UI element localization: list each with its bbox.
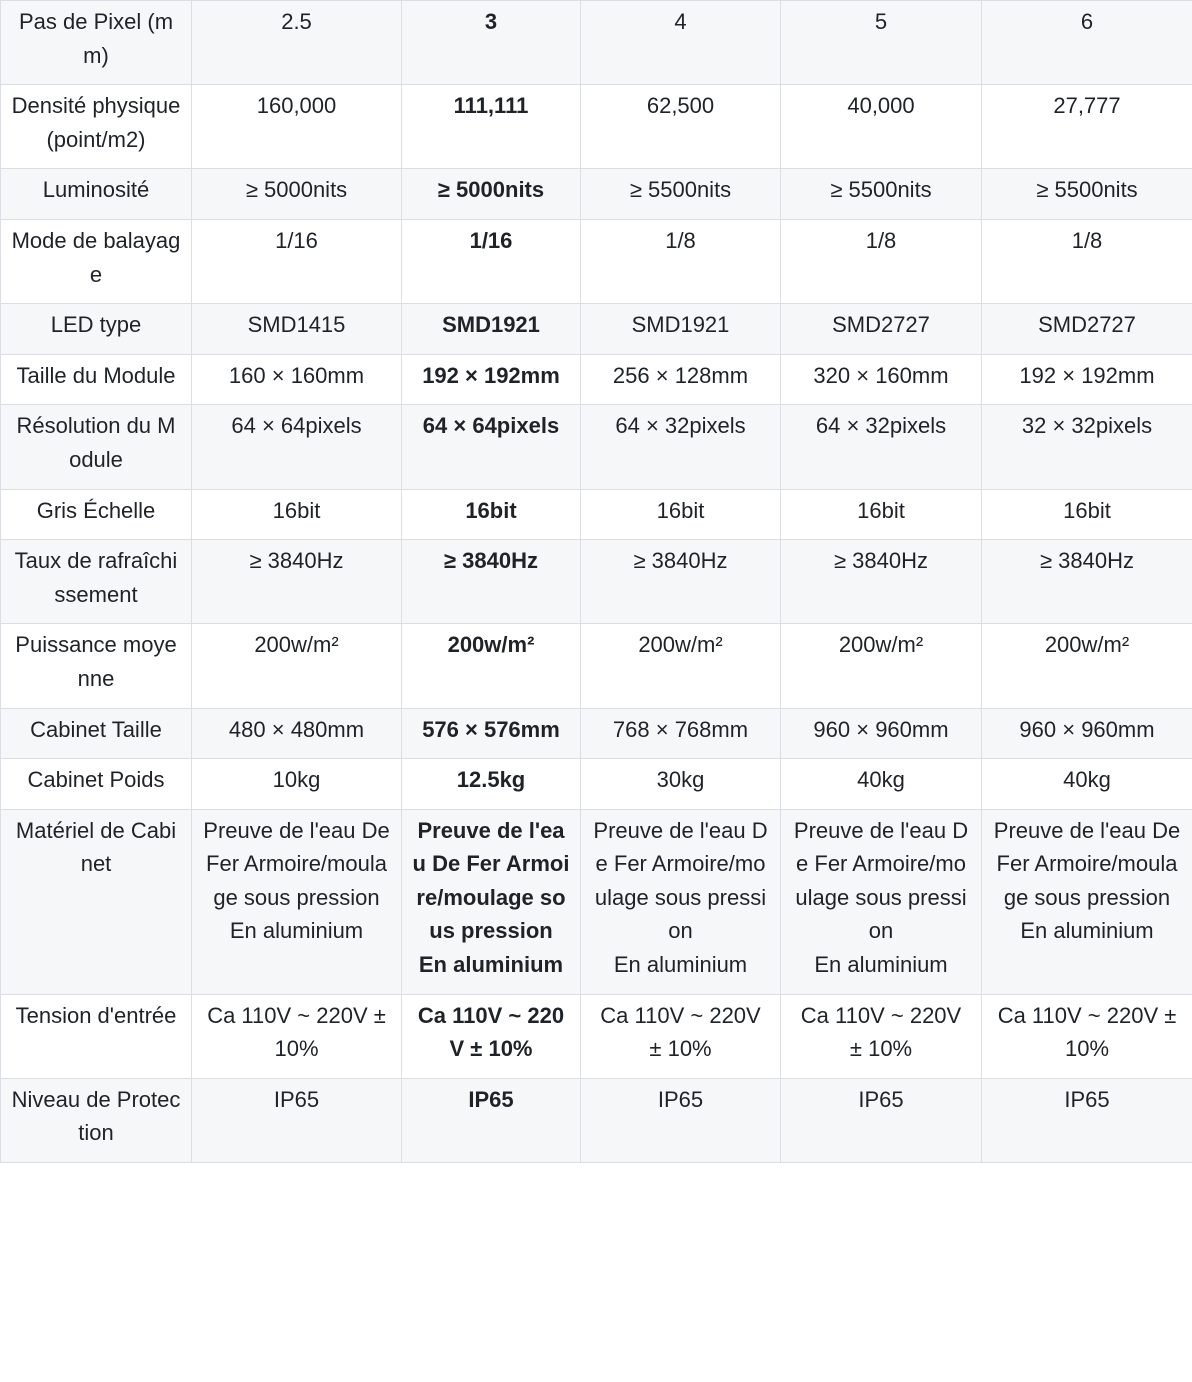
- row-label: Taux de rafraîchissement: [1, 540, 192, 624]
- table-cell: 160 × 160mm: [192, 354, 402, 405]
- table-cell: 1/8: [982, 219, 1192, 303]
- table-cell: Preuve de l'eau De Fer Armoire/moulage sous pression En aluminium: [982, 809, 1192, 994]
- table-cell: SMD1415: [192, 304, 402, 355]
- table-cell: 192 × 192mm: [982, 354, 1192, 405]
- table-cell-highlighted: 1/16: [402, 219, 581, 303]
- table-cell-highlighted: IP65: [402, 1078, 581, 1162]
- table-cell: 2.5: [192, 1, 402, 85]
- table-row: [1, 1078, 1192, 1162]
- table-cell: ≥ 5000nits: [192, 169, 402, 220]
- row-label: Densité physique (point/m2): [1, 85, 192, 169]
- table-cell-highlighted: 16bit: [402, 489, 581, 540]
- table-cell: 160,000: [192, 85, 402, 169]
- table-cell-highlighted: ≥ 3840Hz: [402, 540, 581, 624]
- table-row: [1, 304, 1192, 355]
- table-cell: IP65: [982, 1078, 1192, 1162]
- table-cell: Preuve de l'eau De Fer Armoire/moulage sous pression En aluminium: [192, 809, 402, 994]
- table-cell: 64 × 32pixels: [781, 405, 982, 489]
- row-label: Matériel de Cabinet: [1, 809, 192, 994]
- table-row: [1, 85, 1192, 169]
- table-cell: 1/16: [192, 219, 402, 303]
- table-cell: ≥ 3840Hz: [192, 540, 402, 624]
- table-cell: 16bit: [581, 489, 781, 540]
- table-row: [1, 759, 1192, 810]
- table-cell-highlighted: 111,111: [402, 85, 581, 169]
- table-row: [1, 1, 1192, 85]
- table-cell: SMD2727: [781, 304, 982, 355]
- table-cell: 200w/m²: [982, 624, 1192, 708]
- table-cell-highlighted: 64 × 64pixels: [402, 405, 581, 489]
- table-cell-highlighted: Ca 110V ~ 220V ± 10%: [402, 994, 581, 1078]
- table-row: [1, 219, 1192, 303]
- table-cell: 1/8: [581, 219, 781, 303]
- table-row: [1, 354, 1192, 405]
- table-cell: 16bit: [781, 489, 982, 540]
- table-cell: IP65: [192, 1078, 402, 1162]
- table-cell-highlighted: Preuve de l'eau De Fer Armoire/moulage sous pression En aluminium: [402, 809, 581, 994]
- table-cell: 200w/m²: [192, 624, 402, 708]
- table-cell: 16bit: [192, 489, 402, 540]
- table-cell: 64 × 64pixels: [192, 405, 402, 489]
- table-cell: ≥ 5500nits: [581, 169, 781, 220]
- row-label: Résolution du Module: [1, 405, 192, 489]
- row-label: Niveau de Protection: [1, 1078, 192, 1162]
- table-row: [1, 405, 1192, 489]
- table-cell: 768 × 768mm: [581, 708, 781, 759]
- table-cell-highlighted: 576 × 576mm: [402, 708, 581, 759]
- spec-table-body: [1, 1, 1192, 1163]
- table-cell: Ca 110V ~ 220V ± 10%: [581, 994, 781, 1078]
- table-cell: 30kg: [581, 759, 781, 810]
- row-label: Pas de Pixel (mm): [1, 1, 192, 85]
- table-cell: 32 × 32pixels: [982, 405, 1192, 489]
- table-cell: 256 × 128mm: [581, 354, 781, 405]
- table-cell: SMD1921: [581, 304, 781, 355]
- table-cell-highlighted: SMD1921: [402, 304, 581, 355]
- table-cell: SMD2727: [982, 304, 1192, 355]
- table-cell: 6: [982, 1, 1192, 85]
- table-cell: Preuve de l'eau De Fer Armoire/moulage sous pression En aluminium: [781, 809, 982, 994]
- table-row: [1, 809, 1192, 994]
- table-cell: 4: [581, 1, 781, 85]
- table-cell: Ca 110V ~ 220V ± 10%: [192, 994, 402, 1078]
- table-cell: Preuve de l'eau De Fer Armoire/moulage sous pression En aluminium: [581, 809, 781, 994]
- table-row: [1, 540, 1192, 624]
- row-label: Gris Échelle: [1, 489, 192, 540]
- table-cell: 40,000: [781, 85, 982, 169]
- table-cell: 200w/m²: [781, 624, 982, 708]
- table-cell: 200w/m²: [581, 624, 781, 708]
- table-cell: 40kg: [982, 759, 1192, 810]
- row-label: Cabinet Taille: [1, 708, 192, 759]
- table-cell: 480 × 480mm: [192, 708, 402, 759]
- table-cell: ≥ 3840Hz: [781, 540, 982, 624]
- table-cell: IP65: [781, 1078, 982, 1162]
- table-cell: ≥ 5500nits: [781, 169, 982, 220]
- table-row: [1, 624, 1192, 708]
- table-cell: 5: [781, 1, 982, 85]
- table-row: [1, 994, 1192, 1078]
- row-label: Puissance moyenne: [1, 624, 192, 708]
- table-cell: 960 × 960mm: [781, 708, 982, 759]
- table-cell-highlighted: ≥ 5000nits: [402, 169, 581, 220]
- table-cell: ≥ 3840Hz: [982, 540, 1192, 624]
- table-cell: 320 × 160mm: [781, 354, 982, 405]
- table-row: [1, 708, 1192, 759]
- row-label: Cabinet Poids: [1, 759, 192, 810]
- table-cell-highlighted: 192 × 192mm: [402, 354, 581, 405]
- table-cell-highlighted: 12.5kg: [402, 759, 581, 810]
- row-label: Tension d'entrée: [1, 994, 192, 1078]
- row-label: LED type: [1, 304, 192, 355]
- table-cell: Ca 110V ~ 220V ± 10%: [982, 994, 1192, 1078]
- table-cell-highlighted: 3: [402, 1, 581, 85]
- table-cell-highlighted: 200w/m²: [402, 624, 581, 708]
- table-cell: 27,777: [982, 85, 1192, 169]
- table-row: [1, 169, 1192, 220]
- row-label: Mode de balayage: [1, 219, 192, 303]
- table-cell: IP65: [581, 1078, 781, 1162]
- table-cell: 16bit: [982, 489, 1192, 540]
- table-cell: 64 × 32pixels: [581, 405, 781, 489]
- table-cell: 40kg: [781, 759, 982, 810]
- table-row: [1, 489, 1192, 540]
- table-cell: 10kg: [192, 759, 402, 810]
- table-cell: Ca 110V ~ 220V ± 10%: [781, 994, 982, 1078]
- table-cell: 960 × 960mm: [982, 708, 1192, 759]
- table-cell: ≥ 5500nits: [982, 169, 1192, 220]
- row-label: Taille du Module: [1, 354, 192, 405]
- table-cell: ≥ 3840Hz: [581, 540, 781, 624]
- row-label: Luminosité: [1, 169, 192, 220]
- table-cell: 1/8: [781, 219, 982, 303]
- table-cell: 62,500: [581, 85, 781, 169]
